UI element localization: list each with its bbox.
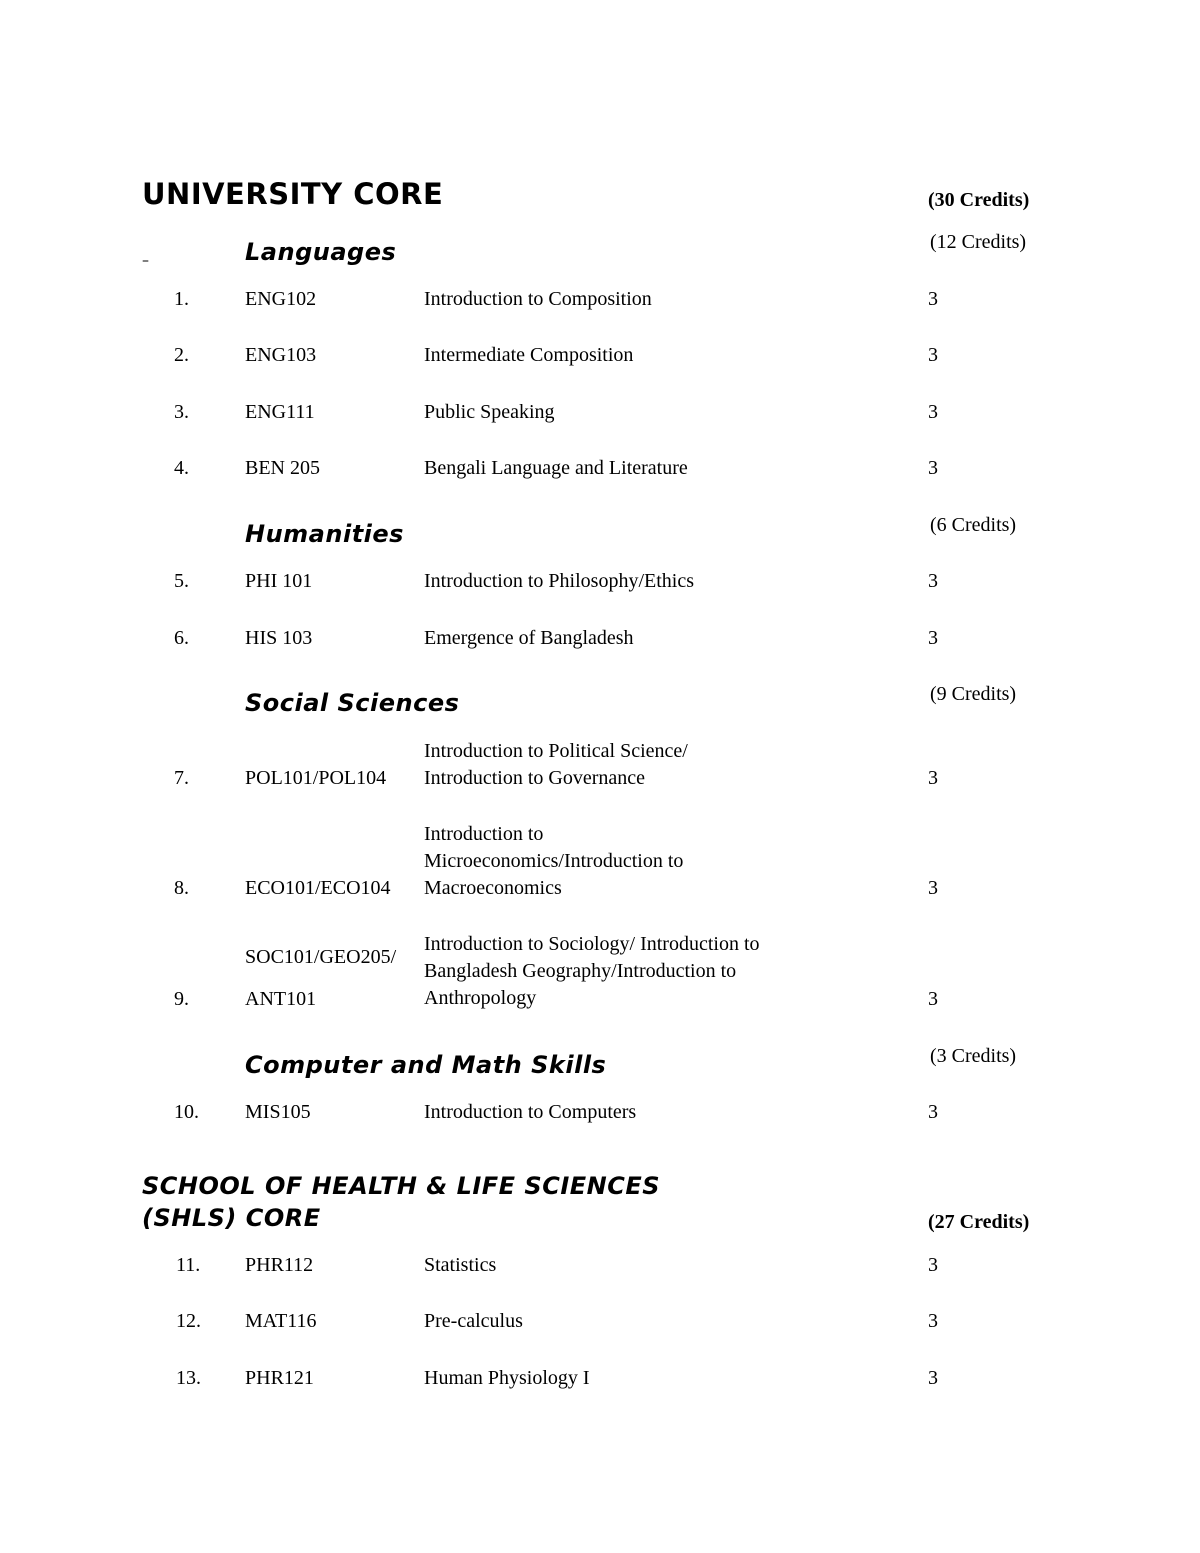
course-number: 13. [176, 1367, 201, 1389]
course-number: 11. [176, 1254, 201, 1276]
course-code: ENG111 [245, 401, 315, 423]
course-number: 12. [176, 1310, 201, 1332]
course-code: ENG102 [245, 288, 317, 310]
course-credits: 3 [928, 401, 938, 423]
course-number: 3. [174, 401, 189, 423]
course-number: 2. [174, 344, 189, 366]
course-title: Public Speaking [424, 401, 555, 423]
course-credits: 3 [928, 344, 938, 366]
course-code-line2: ANT101 [245, 988, 317, 1010]
course-title: Human Physiology I [424, 1367, 590, 1389]
category-social-sciences-credits: (9 Credits) [930, 683, 1017, 705]
course-code: MAT116 [245, 1310, 317, 1332]
shls-core-title: SCHOOL OF HEALTH & LIFE SCIENCES (SHLS) CORE [142, 1172, 661, 1232]
course-code: POL101/POL104 [245, 767, 387, 789]
course-title: Intermediate Composition [424, 344, 634, 366]
course-title: Introduction to Philosophy/Ethics [424, 570, 694, 592]
course-credits: 3 [928, 570, 938, 592]
course-code: BEN 205 [245, 457, 320, 479]
course-number: 10. [174, 1101, 199, 1123]
course-credits: 3 [928, 988, 938, 1010]
category-humanities-title: Humanities [245, 520, 404, 548]
course-credits: 3 [928, 767, 938, 789]
course-title: Bengali Language and Literature [424, 457, 688, 479]
course-title: Introduction to Microeconomics/Introduction to Macroeconomics [424, 823, 684, 899]
university-core-credits: (30 Credits) [928, 189, 1030, 211]
course-title: Emergence of Bangladesh [424, 627, 634, 649]
category-social-sciences-title: Social Sciences [245, 689, 460, 717]
course-code: ENG103 [245, 344, 317, 366]
course-code: ECO101/ECO104 [245, 877, 391, 899]
course-number: 9. [174, 988, 189, 1010]
course-number: 7. [174, 767, 189, 789]
course-title: Introduction to Sociology/ Introduction to Bangladesh Geography/Introduction to Anthropology [424, 933, 760, 1009]
category-computer-math-title: Computer and Math Skills [245, 1051, 607, 1079]
course-code: PHR112 [245, 1254, 314, 1276]
course-number: 4. [174, 457, 189, 479]
category-languages-title: Languages [245, 238, 397, 266]
course-title: Introduction to Computers [424, 1101, 637, 1123]
course-code: PHI 101 [245, 570, 313, 592]
course-code-line1: SOC101/GEO205/ [245, 946, 397, 968]
course-code: PHR121 [245, 1367, 314, 1389]
category-computer-math-credits: (3 Credits) [930, 1045, 1017, 1067]
course-credits: 3 [928, 877, 938, 899]
course-number: 1. [174, 288, 189, 310]
course-credits: 3 [928, 1101, 938, 1123]
course-title: Statistics [424, 1254, 497, 1276]
course-number: 5. [174, 570, 189, 592]
shls-core-credits: (27 Credits) [928, 1211, 1030, 1233]
course-credits: 3 [928, 457, 938, 479]
university-core-title: UNIVERSITY CORE [142, 177, 444, 211]
course-credits: 3 [928, 1310, 938, 1332]
course-title: Introduction to Composition [424, 288, 652, 310]
course-credits: 3 [928, 627, 938, 649]
course-title: Pre-calculus [424, 1310, 523, 1332]
course-credits: 3 [928, 1254, 938, 1276]
category-languages-credits: (12 Credits) [930, 231, 1027, 253]
course-credits: 3 [928, 1367, 938, 1389]
course-number: 6. [174, 627, 189, 649]
course-title: Introduction to Political Science/ Introduction to Governance [424, 740, 688, 789]
bullet-marker: – [142, 253, 149, 269]
course-code: HIS 103 [245, 627, 313, 649]
category-humanities-credits: (6 Credits) [930, 514, 1017, 536]
course-credits: 3 [928, 288, 938, 310]
course-number: 8. [174, 877, 189, 899]
course-code: MIS105 [245, 1101, 311, 1123]
